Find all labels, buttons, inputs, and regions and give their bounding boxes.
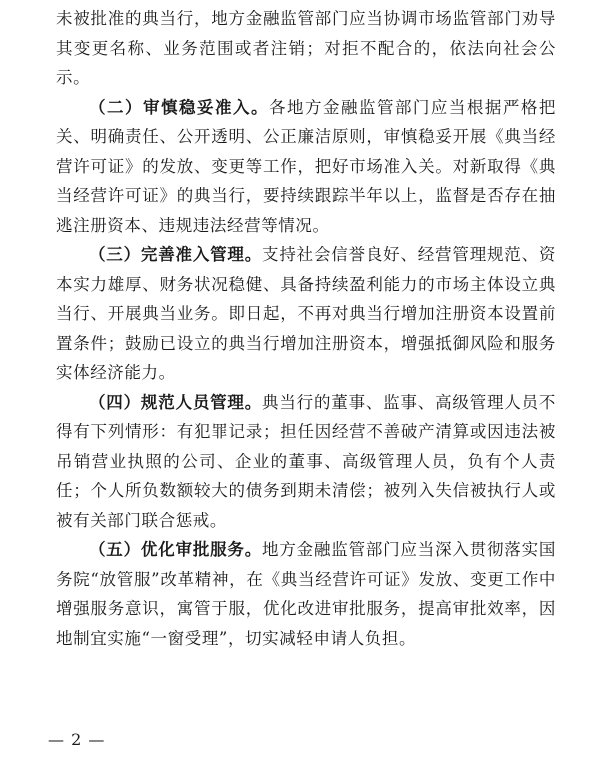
paragraph-section-4: [56, 388, 556, 536]
section-heading: （四）规范人员管理。: [89, 392, 263, 412]
paragraph-text: 典当行的董事、监事、高级管理人员不得有下列情形：有犯罪记录；担任因经营不善破产清算或因违法被吊销营业执照的公司、企业的董事、高级管理人员，负有个人责任；个人所负数额较大的债务到期未清偿；被列入失信被执行人或被有关部门联合惩戒。: [56, 392, 557, 530]
paragraph-text: 各地方金融监管部门应当根据严格把关、明确责任、公开透明、公正廉洁原则，审慎稳妥开展《典当经营许可证》的发放、变更等工作，把好市场准入关。对新取得《典当经营许可证》的典当行，要持续跟踪半年以上，监督是否存在抽逃注册资本、违规违法经营等情况。: [56, 97, 557, 235]
section-heading: （三）完善准入管理。: [89, 245, 263, 264]
document-body: [56, 4, 556, 653]
paragraph-text: 地方金融监管部门应当深入贯彻落实国务院“放管服”改革精神，在《典当经营许可证》发放、变更工作中增强服务意识，寓管于服，优化改进审批服务，提高审批效率，因地制宜实施“一窗受理”，切实减轻申请人负担。: [56, 540, 557, 648]
paragraph-section-5: [56, 535, 556, 653]
paragraph-section-2: [56, 93, 556, 241]
paragraph-continuation: [56, 4, 556, 93]
paragraph-text: 未被批准的典当行，地方金融监管部门应当协调市场监管部门劝导其变更名称、业务范围或者注销；对拒不配合的，依法向社会公示。: [56, 9, 556, 87]
section-heading: （五）优化审批服务。: [89, 540, 263, 559]
page-number: — 2 —: [48, 730, 106, 749]
paragraph-text: 支持社会信誉良好、经营管理规范、资本实力雄厚、财务状况稳健、具备持续盈利能力的市场主体设立典当行、开展典当业务。即日起，不再对典当行增加注册资本设置前置条件；鼓励已设立的典当行增加注册资本，增强抵御风险和服务实体经济能力。: [56, 245, 557, 382]
section-heading: （二）审慎稳妥准入。: [89, 97, 269, 117]
paragraph-section-3: [56, 240, 556, 388]
